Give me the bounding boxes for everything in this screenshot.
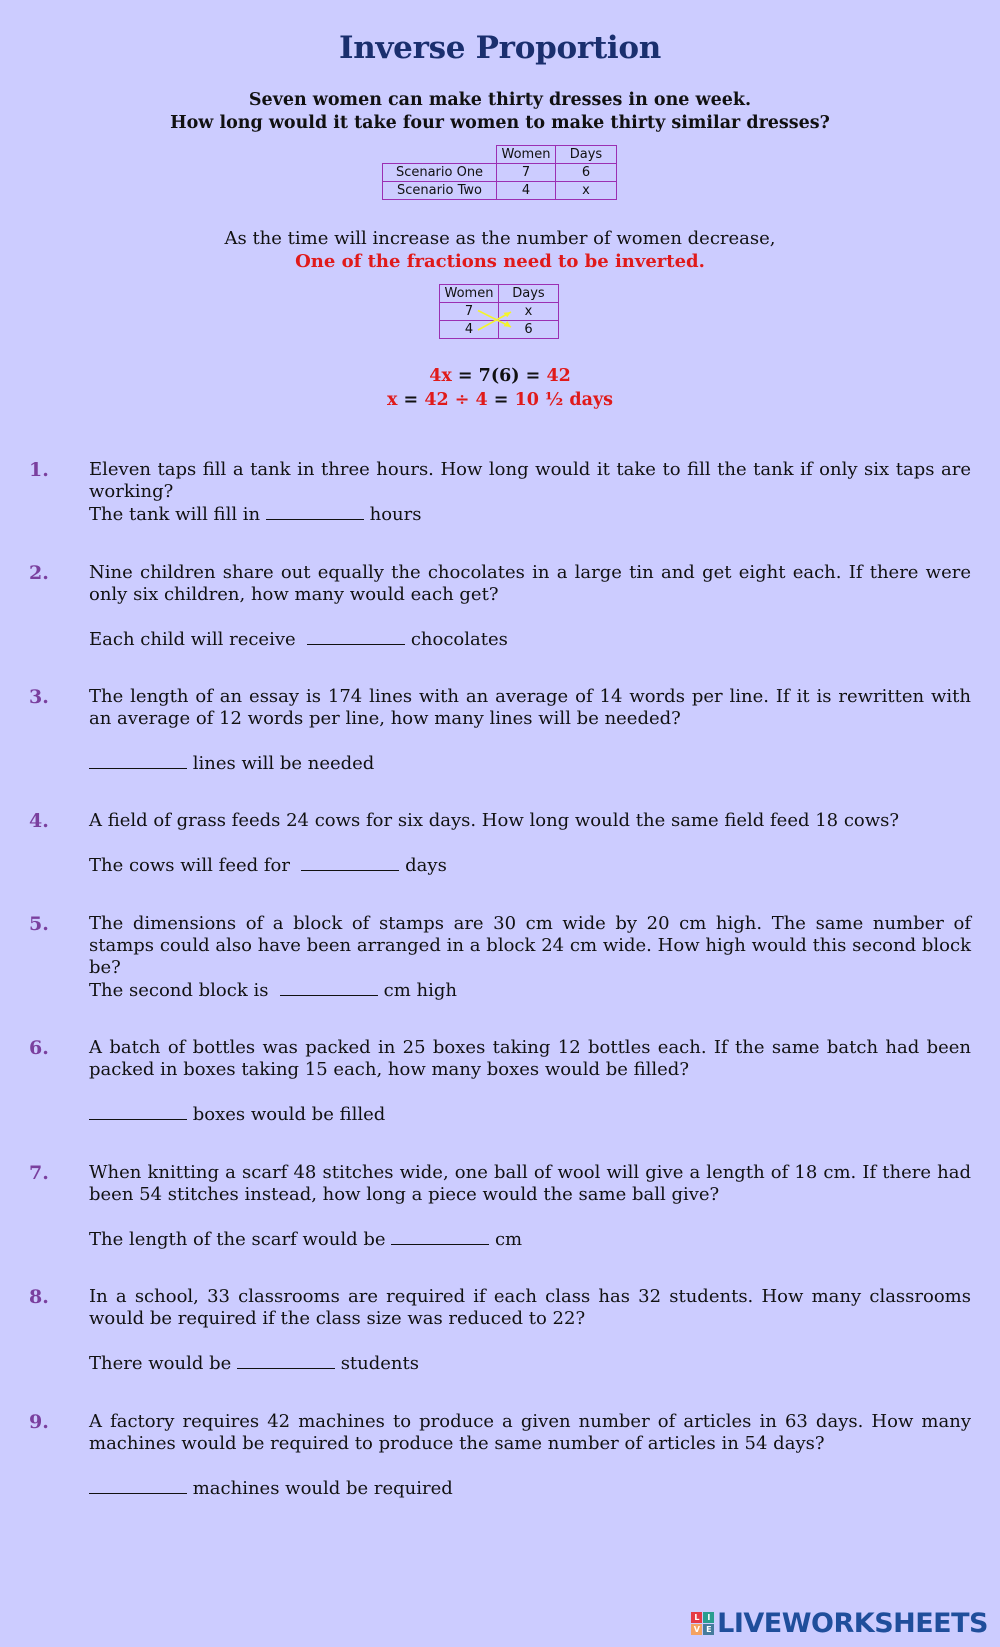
logo-mark-letter: I xyxy=(703,1612,714,1623)
table-header-cell xyxy=(383,146,496,163)
answer-suffix: students xyxy=(334,1353,419,1374)
question-text: When knitting a scarf 48 stitches wide, one ball of wool will give a length of 18 cm. If there had been 54 stitches instead, how long a piece would the same ball give? xyxy=(89,1162,971,1205)
eq-term: x xyxy=(387,390,398,410)
question-number: 2. xyxy=(29,562,49,584)
answer-prefix: The tank will fill in xyxy=(89,504,266,525)
eq-term: 42 xyxy=(546,366,571,386)
intro-problem xyxy=(0,89,1000,135)
eq-term: 4x xyxy=(429,366,452,386)
table-header-row xyxy=(383,146,617,164)
answer-input[interactable] xyxy=(89,1104,187,1120)
table-header-cell: Days xyxy=(499,285,559,303)
answer-input[interactable] xyxy=(301,855,399,871)
answer-line xyxy=(89,1353,419,1375)
answer-line xyxy=(89,980,457,1002)
answer-line xyxy=(89,629,508,651)
answer-suffix: boxes would be filled xyxy=(187,1104,386,1125)
answer-prefix: The length of the scarf would be xyxy=(89,1229,392,1250)
answer-line xyxy=(89,504,421,526)
eq-term: = 7(6) = xyxy=(451,366,547,386)
answer-prefix: Each child will receive xyxy=(89,629,308,650)
question-number: 6. xyxy=(29,1037,49,1059)
eq-term: 42 ÷ 4 xyxy=(424,390,488,410)
answer-prefix: The second block is xyxy=(89,980,280,1001)
table-cell: 6 xyxy=(499,321,559,339)
table-cell: x xyxy=(556,182,617,200)
question-text: Eleven taps fill a tank in three hours. How long would it take to fill the tank if only six taps are working? xyxy=(89,459,971,502)
answer-line xyxy=(89,855,447,877)
table-header-row xyxy=(440,285,559,303)
answer-suffix: machines would be required xyxy=(187,1478,453,1499)
page-title: Inverse Proportion xyxy=(339,30,661,66)
answer-prefix: There would be xyxy=(89,1353,237,1374)
answer-line xyxy=(89,1478,453,1500)
question-text: The length of an essay is 174 lines with an average of 14 words per line. If it is rewritten with an average of 12 words per line, how many lines will be needed? xyxy=(89,686,971,729)
question-number: 5. xyxy=(29,913,49,935)
logo-mark-letter: V xyxy=(691,1624,702,1635)
table-cell: Scenario One xyxy=(383,164,497,182)
answer-suffix: chocolates xyxy=(405,629,508,650)
answer-line xyxy=(89,1104,385,1126)
answer-suffix: cm xyxy=(489,1229,523,1250)
answer-suffix: cm high xyxy=(377,980,457,1001)
explanation xyxy=(0,227,1000,273)
intro-line-2: How long would it take four women to make thirty similar dresses? xyxy=(170,113,830,133)
question-text: Nine children share out equally the chocolates in a large tin and get eight each. If there were only six children, how many would each get? xyxy=(89,562,971,605)
question-text: A factory requires 42 machines to produce a given number of articles in 63 days. How many machines would be required to produce the same number of articles in 54 days? xyxy=(89,1411,971,1454)
table-cell: x xyxy=(499,303,559,321)
logo-mark-icon xyxy=(691,1612,714,1635)
intro-line-1: Seven women can make thirty dresses in one week. xyxy=(248,90,752,110)
answer-input[interactable] xyxy=(307,629,405,645)
answer-input[interactable] xyxy=(280,980,378,996)
answer-prefix: The cows will feed for xyxy=(89,855,302,876)
answer-input[interactable] xyxy=(89,1478,187,1494)
answer-suffix: hours xyxy=(363,504,422,525)
question-text: In a school, 33 classrooms are required if each class has 32 students. How many classrooms would be required if the class size was reduced to 22? xyxy=(89,1286,971,1329)
cross-multiply-arrows xyxy=(475,304,535,338)
equation-2 xyxy=(0,388,1000,412)
explanation-line-2: One of the fractions need to be inverted. xyxy=(295,251,705,272)
scenario-table xyxy=(382,145,617,200)
answer-input[interactable] xyxy=(89,753,187,769)
table-header-cell: Women xyxy=(497,146,556,164)
question-number: 9. xyxy=(29,1411,49,1433)
question-number: 8. xyxy=(29,1286,49,1308)
logo-text: LIVEWORKSHEETS xyxy=(717,1608,988,1639)
answer-line xyxy=(89,1229,522,1251)
table-cell: Scenario Two xyxy=(383,182,497,200)
table-cell: 7 xyxy=(497,164,556,182)
explanation-line-1: As the time will increase as the number of women decrease, xyxy=(224,228,776,249)
table-row xyxy=(383,182,617,200)
question-number: 7. xyxy=(29,1162,49,1184)
answer-input[interactable] xyxy=(266,504,364,520)
question-number: 3. xyxy=(29,686,49,708)
answer-suffix: lines will be needed xyxy=(187,753,375,774)
eq-term: = xyxy=(397,390,425,410)
question-text: A field of grass feeds 24 cows for six days. How long would the same field feed 18 cows? xyxy=(89,810,900,831)
eq-term: 10 ½ days xyxy=(514,390,613,410)
table-row xyxy=(383,164,617,182)
answer-line xyxy=(89,753,374,775)
question-text: The dimensions of a block of stamps are 30 cm wide by 20 cm high. The same number of stamps could also have been arranged in a block 24 cm wide. How high would this second block be? xyxy=(89,913,971,978)
logo-mark-letter: E xyxy=(703,1624,714,1635)
answer-input[interactable] xyxy=(237,1353,335,1369)
table-header-cell: Women xyxy=(440,285,499,303)
question-number: 1. xyxy=(29,459,49,481)
eq-term: = xyxy=(487,390,515,410)
liveworksheets-logo[interactable] xyxy=(691,1608,988,1639)
question-text: A batch of bottles was packed in 25 boxes taking 12 bottles each. If the same batch had been packed in boxes taking 15 each, how many boxes would be filled? xyxy=(89,1037,971,1080)
answer-suffix: days xyxy=(399,855,447,876)
logo-mark-letter: L xyxy=(691,1612,702,1623)
solution xyxy=(0,364,1000,412)
equation-1 xyxy=(0,364,1000,388)
table-cell: 4 xyxy=(440,321,499,339)
table-cell: 6 xyxy=(556,164,617,182)
question-number: 4. xyxy=(29,810,49,832)
answer-input[interactable] xyxy=(391,1229,489,1245)
table-header-cell: Days xyxy=(556,146,617,164)
table-cell: 7 xyxy=(440,303,499,321)
table-cell: 4 xyxy=(497,182,556,200)
